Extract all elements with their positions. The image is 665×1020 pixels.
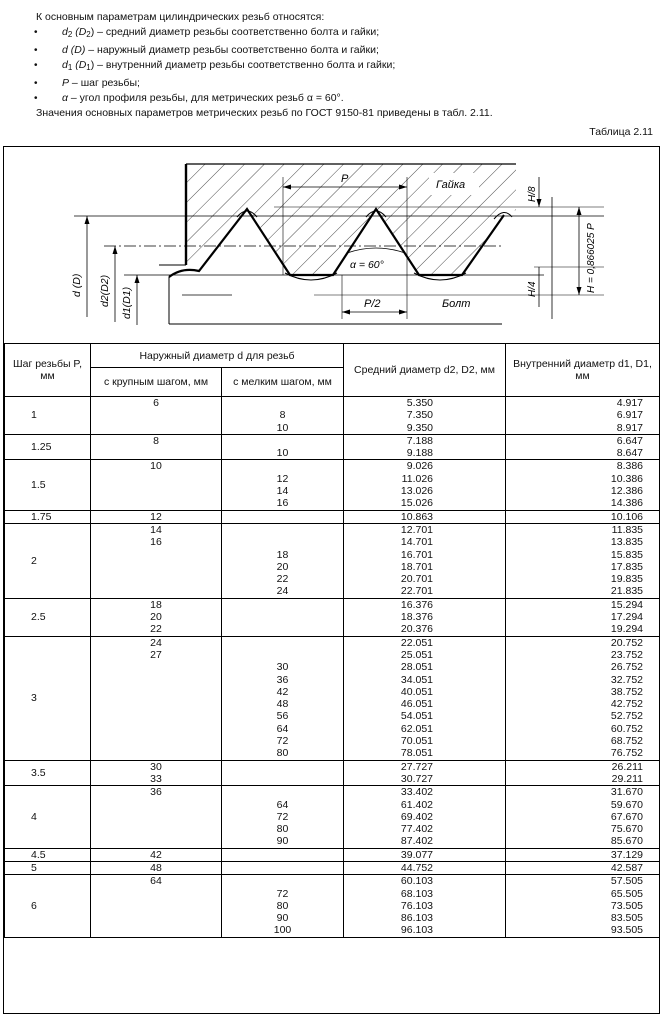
- symbol-subscript: 1: [86, 63, 91, 73]
- cell-value: [91, 686, 221, 698]
- cell-value: 18.376: [400, 611, 434, 624]
- header-fine: с мелким шагом, мм: [222, 368, 344, 397]
- cell-value: 9.350: [406, 421, 434, 434]
- cell-value: 6.917: [616, 409, 644, 422]
- cell-value: 42.752: [610, 698, 644, 711]
- coarse-cell: [91, 636, 222, 760]
- cell-value: 20.376: [400, 623, 434, 636]
- cell-value: 18: [276, 548, 289, 561]
- mean-diameter-cell: [344, 523, 506, 598]
- fine-cell: [222, 510, 344, 523]
- cell-value: 87.402: [400, 835, 434, 848]
- cell-value: [222, 599, 343, 611]
- cell-value: [222, 435, 343, 447]
- parameter-description: ) – внутренний диаметр резьбы соответственно болта и гайки;: [90, 59, 396, 72]
- table-caption: Таблица 2.11: [589, 126, 653, 138]
- cell-value: [91, 473, 221, 485]
- inner-diameter-cell: [506, 397, 660, 435]
- cell-value: 10.106: [610, 510, 644, 523]
- parameter-symbol: α: [62, 92, 68, 105]
- cell-value: 68.103: [400, 887, 434, 900]
- cell-value: 16.376: [400, 598, 434, 611]
- cell-value: 6: [153, 397, 159, 409]
- fine-cell: [222, 861, 344, 874]
- cell-value: 14.701: [400, 536, 434, 549]
- inner-diameter-cell: [506, 434, 660, 460]
- bullet-icon: •: [34, 93, 38, 105]
- cell-value: 59.670: [610, 798, 644, 811]
- cell-value: 6.647: [616, 434, 644, 447]
- coarse-cell: [91, 523, 222, 598]
- cell-value: 8.647: [616, 447, 644, 460]
- parameter-description: – угол профиля резьбы, для метрических резьб α = 60°.: [68, 92, 344, 105]
- bullet-icon: •: [34, 60, 38, 72]
- label-h4: H/4: [527, 281, 538, 297]
- fine-cell: [222, 636, 344, 760]
- cell-value: [91, 485, 221, 497]
- cell-value: 20.701: [400, 573, 434, 586]
- cell-value: 14.386: [610, 497, 644, 510]
- cell-value: 27: [150, 648, 162, 661]
- cell-value: [222, 536, 343, 548]
- cell-value: 72: [276, 887, 289, 900]
- cell-value: 56: [276, 710, 289, 723]
- cell-value: 36: [276, 673, 289, 686]
- header-mean-diameter: Средний диаметр d2, D2, мм: [344, 344, 506, 397]
- cell-value: 68.752: [610, 735, 644, 748]
- table-row: [5, 760, 660, 786]
- cell-value: 4.917: [616, 397, 644, 409]
- label-nut: Гайка: [436, 179, 466, 191]
- symbol-subscript: 2: [86, 30, 91, 40]
- cell-value: 42: [276, 685, 289, 698]
- mean-diameter-cell: [344, 861, 506, 874]
- cell-value: 30.727: [400, 772, 434, 785]
- cell-value: [222, 511, 343, 523]
- cell-value: 64: [276, 722, 289, 735]
- cell-value: 20.752: [610, 636, 644, 649]
- cell-value: 48: [150, 861, 162, 874]
- cell-value: [91, 409, 221, 421]
- header-inner-diameter: Внутренний диаметр d1, D1, мм: [506, 344, 660, 397]
- cell-value: 70.051: [400, 735, 434, 748]
- parameter-symbol: d (D): [62, 43, 86, 56]
- inner-diameter-cell: [506, 848, 660, 861]
- table-row: [5, 786, 660, 848]
- cell-value: 17.835: [610, 560, 644, 573]
- table-row: [5, 460, 660, 510]
- cell-value: 15.835: [610, 548, 644, 561]
- cell-value: 73.505: [610, 899, 644, 912]
- cell-value: [91, 912, 221, 924]
- table-row: [5, 510, 660, 523]
- cell-value: 24: [276, 585, 289, 598]
- cell-value: 8: [279, 409, 286, 422]
- parameter-description: – наружный диаметр резьбы соответственно болта и гайки;: [85, 43, 379, 56]
- parameter-symbol: (D: [72, 59, 87, 72]
- cell-value: 57.505: [610, 875, 644, 888]
- cell-value: 36: [150, 786, 162, 799]
- cell-value: [91, 747, 221, 759]
- mean-diameter-cell: [344, 760, 506, 786]
- cell-value: 8.386: [616, 460, 644, 473]
- cell-value: 10: [150, 460, 162, 473]
- cell-value: [91, 447, 221, 459]
- cell-value: 7.350: [406, 409, 434, 422]
- coarse-cell: [91, 848, 222, 861]
- pitch-cell: 1.25: [5, 434, 91, 460]
- cell-value: 42: [150, 848, 162, 861]
- cell-value: [222, 862, 343, 874]
- parameter-item: [36, 43, 656, 58]
- cell-value: 65.505: [610, 887, 644, 900]
- pitch-cell: 4.5: [5, 848, 91, 861]
- cell-value: [222, 637, 343, 649]
- cell-value: [91, 723, 221, 735]
- coarse-cell: [91, 760, 222, 786]
- cell-value: [91, 710, 221, 722]
- cell-value: 69.402: [400, 810, 434, 823]
- label-alpha: α = 60°: [350, 259, 384, 271]
- mean-diameter-cell: [344, 786, 506, 848]
- cell-value: [91, 924, 221, 936]
- cell-value: 24: [150, 636, 162, 649]
- cell-value: 16: [150, 536, 162, 549]
- cell-value: 18.701: [400, 560, 434, 573]
- cell-value: [222, 649, 343, 661]
- fine-cell: [222, 786, 344, 848]
- cell-value: 76.103: [400, 899, 434, 912]
- table-row: [5, 848, 660, 861]
- label-d2: d2(D2): [99, 274, 111, 307]
- cell-value: 22.701: [400, 585, 434, 598]
- cell-value: [91, 888, 221, 900]
- cell-value: 26.752: [610, 661, 644, 674]
- thread-parameters-table: [4, 344, 660, 938]
- cell-value: [222, 773, 343, 785]
- parameter-list: [36, 25, 656, 106]
- cell-value: [222, 849, 343, 861]
- cell-value: 22.051: [400, 636, 434, 649]
- cell-value: 21.835: [610, 585, 644, 598]
- label-pitch: P: [341, 173, 349, 185]
- label-half-pitch: P/2: [364, 298, 381, 310]
- coarse-cell: [91, 510, 222, 523]
- fine-cell: [222, 598, 344, 636]
- cell-value: 64: [276, 798, 289, 811]
- cell-value: 29.211: [611, 772, 644, 785]
- pitch-cell: 4: [5, 786, 91, 848]
- intro-text: [36, 10, 656, 122]
- table-row: [5, 523, 660, 598]
- header-pitch: Шаг резьбы P, мм: [5, 344, 91, 397]
- cell-value: [91, 674, 221, 686]
- coarse-cell: [91, 875, 222, 937]
- cell-value: 12.701: [400, 523, 434, 536]
- cell-value: 19.835: [610, 573, 644, 586]
- cell-value: 60.103: [400, 875, 434, 888]
- pitch-cell: 3: [5, 636, 91, 760]
- cell-value: [91, 900, 221, 912]
- bullet-icon: •: [34, 27, 38, 39]
- inner-diameter-cell: [506, 861, 660, 874]
- cell-value: 64: [150, 875, 162, 888]
- parameter-item: [36, 58, 656, 75]
- pitch-cell: 5: [5, 861, 91, 874]
- pitch-cell: 1: [5, 397, 91, 435]
- cell-value: 33: [150, 772, 162, 785]
- cell-value: 60.752: [610, 722, 644, 735]
- cell-value: 9.026: [406, 460, 434, 473]
- cell-value: 76.752: [610, 747, 644, 760]
- label-d: d (D): [71, 273, 83, 297]
- cell-value: 86.103: [400, 912, 434, 925]
- cell-value: [91, 497, 221, 509]
- cell-value: 72: [276, 735, 289, 748]
- fine-cell: [222, 397, 344, 435]
- cell-value: 7.188: [406, 434, 434, 447]
- cell-value: 11.026: [401, 472, 434, 485]
- parameter-symbol: (D: [72, 26, 87, 39]
- cell-value: [222, 611, 343, 623]
- cell-value: 14: [276, 485, 289, 498]
- fine-cell: [222, 460, 344, 510]
- cell-value: 90: [276, 912, 289, 925]
- cell-value: 33.402: [400, 786, 434, 799]
- coarse-cell: [91, 598, 222, 636]
- cell-value: 9.188: [406, 447, 434, 460]
- cell-value: 27.727: [400, 760, 434, 773]
- inner-diameter-cell: [506, 460, 660, 510]
- cell-value: 10: [276, 447, 289, 460]
- cell-value: 11.835: [611, 523, 644, 536]
- table-row: [5, 636, 660, 760]
- cell-value: 30: [276, 661, 289, 674]
- cell-value: 61.402: [400, 798, 434, 811]
- mean-diameter-cell: [344, 510, 506, 523]
- bullet-icon: •: [34, 44, 38, 56]
- cell-value: 31.670: [610, 786, 644, 799]
- cell-value: 77.402: [400, 823, 434, 836]
- mean-diameter-cell: [344, 397, 506, 435]
- cell-value: [91, 549, 221, 561]
- cell-value: 62.051: [400, 722, 434, 735]
- cell-value: 37.129: [610, 848, 644, 861]
- cell-value: 80: [276, 747, 289, 760]
- intro-lead: К основным параметрам цилиндрических резьб относятся:: [36, 11, 325, 23]
- cell-value: 54.051: [400, 710, 434, 723]
- thread-profile-drawing: [4, 147, 659, 343]
- mean-diameter-cell: [344, 636, 506, 760]
- inner-diameter-cell: [506, 523, 660, 598]
- cell-value: [91, 735, 221, 747]
- cell-value: 80: [276, 823, 289, 836]
- cell-value: 40.051: [400, 685, 434, 698]
- cell-value: 15.294: [610, 598, 644, 611]
- cell-value: 5.350: [406, 397, 434, 409]
- cell-value: [222, 786, 343, 798]
- mean-diameter-cell: [344, 598, 506, 636]
- cell-value: 12: [276, 472, 289, 485]
- cell-value: 8.917: [616, 421, 644, 434]
- mean-diameter-cell: [344, 848, 506, 861]
- cell-value: 46.051: [400, 698, 434, 711]
- fine-cell: [222, 848, 344, 861]
- cell-value: 52.752: [610, 710, 644, 723]
- parameter-symbol: d: [62, 59, 68, 72]
- cell-value: 85.670: [610, 835, 644, 848]
- pitch-cell: 3.5: [5, 760, 91, 786]
- cell-value: [91, 823, 221, 835]
- header-coarse: с крупным шагом, мм: [91, 368, 222, 397]
- cell-value: 19.294: [610, 623, 644, 636]
- cell-value: 28.051: [400, 661, 434, 674]
- table-row: [5, 598, 660, 636]
- parameter-item: [36, 91, 656, 106]
- table-row: [5, 875, 660, 937]
- cell-value: [222, 460, 343, 472]
- inner-diameter-cell: [506, 598, 660, 636]
- cell-value: [91, 661, 221, 673]
- fine-cell: [222, 875, 344, 937]
- cell-value: 25.051: [400, 648, 434, 661]
- cell-value: 38.752: [610, 685, 644, 698]
- cell-value: 75.670: [610, 823, 644, 836]
- cell-value: [91, 811, 221, 823]
- parameter-item: [36, 25, 656, 42]
- cell-value: 67.670: [610, 810, 644, 823]
- parameter-symbol: P: [62, 76, 70, 89]
- mean-diameter-cell: [344, 434, 506, 460]
- cell-value: [91, 698, 221, 710]
- cell-value: 90: [276, 835, 289, 848]
- pitch-cell: 2.5: [5, 598, 91, 636]
- mean-diameter-cell: [344, 460, 506, 510]
- cell-value: 80: [276, 899, 289, 912]
- pitch-cell: 1.5: [5, 460, 91, 510]
- cell-value: [222, 875, 343, 887]
- cell-value: [222, 623, 343, 635]
- fine-cell: [222, 434, 344, 460]
- table-frame: [3, 146, 660, 1014]
- cell-value: 23.752: [610, 648, 644, 661]
- cell-value: [91, 422, 221, 434]
- thread-profile-figure: [4, 147, 659, 344]
- cell-value: 93.505: [610, 924, 644, 937]
- pitch-cell: 2: [5, 523, 91, 598]
- cell-value: 32.752: [610, 673, 644, 686]
- cell-value: 17.294: [610, 611, 644, 624]
- parameter-symbol: d: [62, 26, 68, 39]
- cell-value: 78.051: [400, 747, 434, 760]
- cell-value: 22: [150, 623, 162, 636]
- table-row: [5, 397, 660, 435]
- cell-value: 44.752: [400, 861, 434, 874]
- coarse-cell: [91, 786, 222, 848]
- cell-value: 100: [273, 924, 292, 937]
- cell-value: [91, 835, 221, 847]
- cell-value: [91, 585, 221, 597]
- header-outer-diameter: Наружный диаметр d для резьб: [91, 344, 344, 368]
- cell-value: 13.835: [610, 536, 644, 549]
- label-h: H = 0,866025 P: [586, 223, 597, 293]
- coarse-cell: [91, 861, 222, 874]
- cell-value: 20: [150, 611, 162, 624]
- cell-value: 12.386: [610, 485, 644, 498]
- cell-value: 39.077: [400, 848, 434, 861]
- inner-diameter-cell: [506, 510, 660, 523]
- table-row: [5, 861, 660, 874]
- coarse-cell: [91, 397, 222, 435]
- label-h8: H/8: [527, 186, 538, 202]
- cell-value: 20: [276, 560, 289, 573]
- cell-value: [222, 397, 343, 409]
- cell-value: 83.505: [610, 912, 644, 925]
- cell-value: [91, 799, 221, 811]
- cell-value: 14: [150, 523, 162, 536]
- inner-diameter-cell: [506, 786, 660, 848]
- cell-value: 15.026: [400, 497, 434, 510]
- cell-value: 48: [276, 698, 289, 711]
- cell-value: 10.386: [610, 472, 644, 485]
- cell-value: 42.587: [610, 861, 644, 874]
- cell-value: 72: [276, 810, 289, 823]
- cell-value: [91, 561, 221, 573]
- parameter-description: ) – средний диаметр резьбы соответственно болта и гайки;: [90, 26, 380, 39]
- cell-value: 12: [150, 510, 162, 523]
- fine-cell: [222, 523, 344, 598]
- cell-value: 10: [276, 421, 289, 434]
- pitch-cell: 6: [5, 875, 91, 937]
- cell-value: [222, 524, 343, 536]
- label-bolt: Болт: [442, 298, 471, 310]
- cell-value: 22: [276, 573, 289, 586]
- cell-value: 10.863: [400, 510, 434, 523]
- parameter-item: [36, 76, 656, 91]
- cell-value: 96.103: [400, 924, 434, 937]
- cell-value: 18: [150, 598, 162, 611]
- inner-diameter-cell: [506, 875, 660, 937]
- coarse-cell: [91, 460, 222, 510]
- table-body: [5, 397, 660, 938]
- inner-diameter-cell: [506, 760, 660, 786]
- parameter-description: – шаг резьбы;: [69, 76, 140, 89]
- inner-diameter-cell: [506, 636, 660, 760]
- coarse-cell: [91, 434, 222, 460]
- cell-value: 16: [276, 497, 289, 510]
- mean-diameter-cell: [344, 875, 506, 937]
- cell-value: 34.051: [400, 673, 434, 686]
- intro-closing: Значения основных параметров метрических резьб по ГОСТ 9150-81 приведены в табл. 2.11.: [36, 107, 493, 120]
- cell-value: 30: [150, 760, 162, 773]
- table-row: [5, 434, 660, 460]
- cell-value: 16.701: [400, 548, 434, 561]
- symbol-subscript: 1: [67, 63, 73, 73]
- pitch-cell: 1.75: [5, 510, 91, 523]
- cell-value: [91, 573, 221, 585]
- bullet-icon: •: [34, 77, 38, 89]
- label-d1: d1(D1): [121, 286, 133, 319]
- cell-value: 13.026: [400, 485, 434, 498]
- cell-value: 26.211: [611, 760, 644, 773]
- cell-value: 8: [153, 434, 159, 447]
- cell-value: [222, 761, 343, 773]
- fine-cell: [222, 760, 344, 786]
- symbol-subscript: 2: [67, 30, 73, 40]
